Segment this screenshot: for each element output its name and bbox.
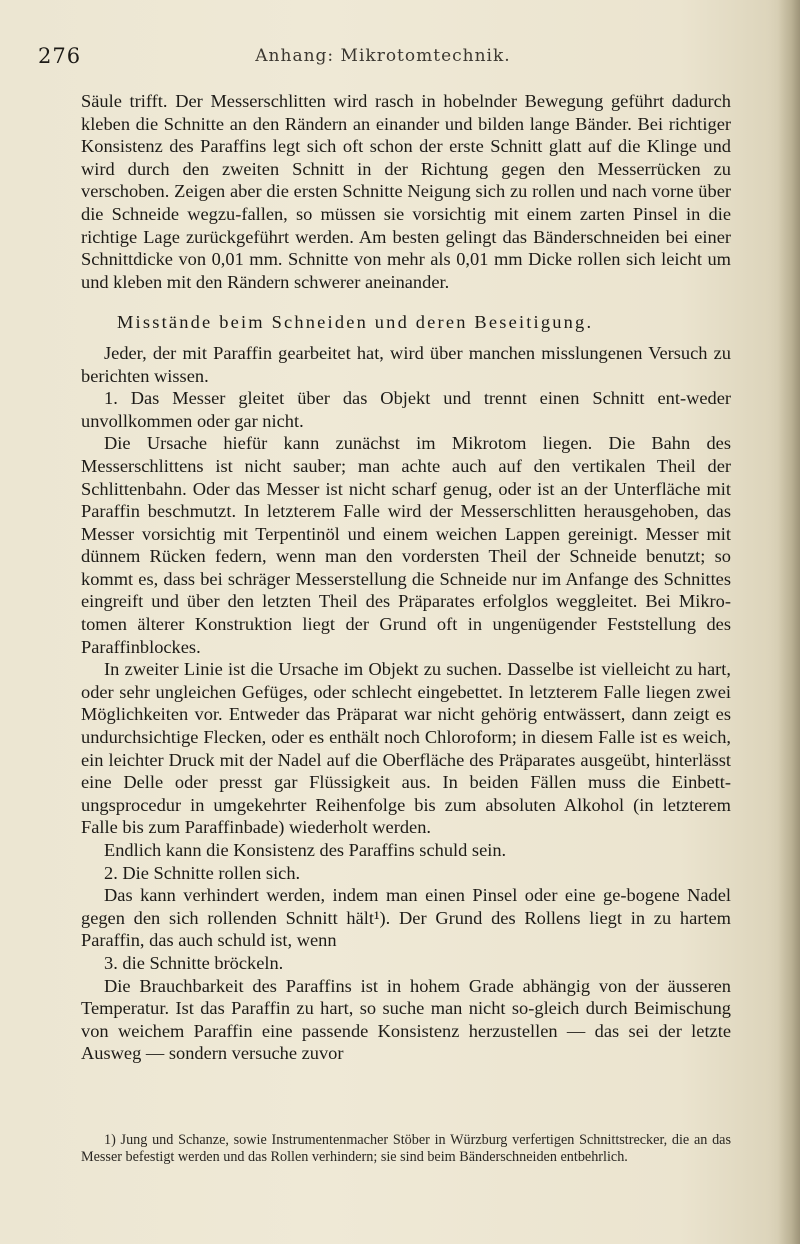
page-header (38, 44, 728, 74)
paragraph-continuation: Säule trifft. Der Messerschlitten wird rasch in hobelnder Bewegung geführt dadurch kleben die Schnitte an den Rändern an einander und bilden lange Bänder. Bei richtiger Konsistenz des Paraffins legt sich oft schon der erste Schnitt glatt auf die Klinge und wird durch den zweiten Schnitt in der Richtung gegen den Messerrücken zu verschoben. Zeigen aber die ersten Schnitte Neigung sich zu rollen und nach vorne über die Schneide wegzu-fallen, so müssen sie vorsichtig mit einem zarten Pinsel in die richtige Lage zurückgeführt werden. Am besten gelingt das Bänderschneiden bei einer Schnittdicke von 0,01 mm. Schnitte von mehr als 0,01 mm Dicke rollen sich leicht um und kleben mit den Rändern schwerer aneinander. (81, 91, 731, 292)
numbered-item-1: 1. Das Messer gleitet über das Objekt und trennt einen Schnitt ent-weder unvollkommen oder gar nicht. (81, 388, 731, 431)
section-heading: Misstände beim Schneiden und deren Beseitigung. (117, 312, 594, 333)
numbered-item-2: 2. Die Schnitte rollen sich. (104, 862, 301, 883)
paragraph: Die Ursache hiefür kann zunächst im Mikrotom liegen. Die Bahn des Messerschlittens ist nicht sauber; man achte auch auf den vertikalen Theil der Schlittenbahn. Oder das Messer ist nicht scharf genug, oder ist an der Unterfläche mit Paraffin beschmutzt. In letzterem Falle wird der Messerschlitten herausgehoben, das Messer vorsichtig mit Terpentinöl und einem weichen Lappen gereinigt. Messer mit dünnem Rücken federn, wenn man den vordersten Theil der Schneide benutzt; so kommt es, dass bei schräger Messerstellung die Schneide nur im Anfange des Schnittes eingreift und über den letzten Theil des Präparates erfolglos weggleitet. Bei Mikro-tomen älterer Konstruktion liegt der Grund oft in ungenügender Feststellung des Paraffinblockes. (81, 433, 731, 657)
paragraph: In zweiter Linie ist die Ursache im Objekt zu suchen. Dasselbe ist vielleicht zu hart, oder sehr ungleichen Gefüges, oder schlecht eingebettet. In letzterem Falle liegen zwei Möglichkeiten vor. Entweder das Präparat war nicht gehörig entwässert, dann zeigt es undurchsichtige Flecken, oder es enthält noch Chloroform; in diesem Falle ist es weich, ein leichter Druck mit der Nadel auf die Oberfläche des Präparates ausgeübt, hinterlässt eine Delle oder presst gar Flüssigkeit aus. In beiden Fällen muss die Einbett-ungsprocedur in umgekehrter Reihenfolge bis zum absoluten Alkohol (in letzterem Falle bis zum Paraffinbade) wiederholt werden. (81, 659, 731, 838)
paragraph: Endlich kann die Konsistenz des Paraffins schuld sein. (104, 840, 507, 860)
page-number: 276 (38, 44, 82, 68)
footnotes (81, 1132, 731, 1166)
numbered-item-3: 3. die Schnitte bröckeln. (104, 952, 284, 973)
body-text (81, 90, 731, 1065)
footnote-1: 1) Jung und Schanze, sowie Instrumentenmacher Stöber in Würzburg verfertigen Schnittstrecker, die an das Messer befestigt werden und das Rollen verhindern; sie sind beim Bänderschneiden entbehrlich. (81, 1132, 731, 1165)
paragraph: Jeder, der mit Paraffin gearbeitet hat, wird über manchen misslungenen Versuch zu berichten wissen. (81, 342, 731, 386)
paragraph: Die Brauchbarkeit des Paraffins ist in hohem Grade abhängig von der äusseren Temperatur. Ist das Paraffin zu hart, so suche man nicht so-gleich durch Beimischung von weichem Paraffin eine passende Konsistenz herzustellen — das sei der letzte Ausweg — sondern versuche zuvor (81, 975, 731, 1064)
page-edge-shadow (778, 0, 800, 1244)
running-head: Anhang: Mikrotomtechnik. (255, 46, 511, 66)
paragraph: Das kann verhindert werden, indem man einen Pinsel oder eine ge-bogene Nadel gegen den sich rollenden Schnitt hält¹). Der Grund des Rollens liegt in zu hartem Paraffin, das auch schuld ist, wenn (81, 885, 731, 951)
